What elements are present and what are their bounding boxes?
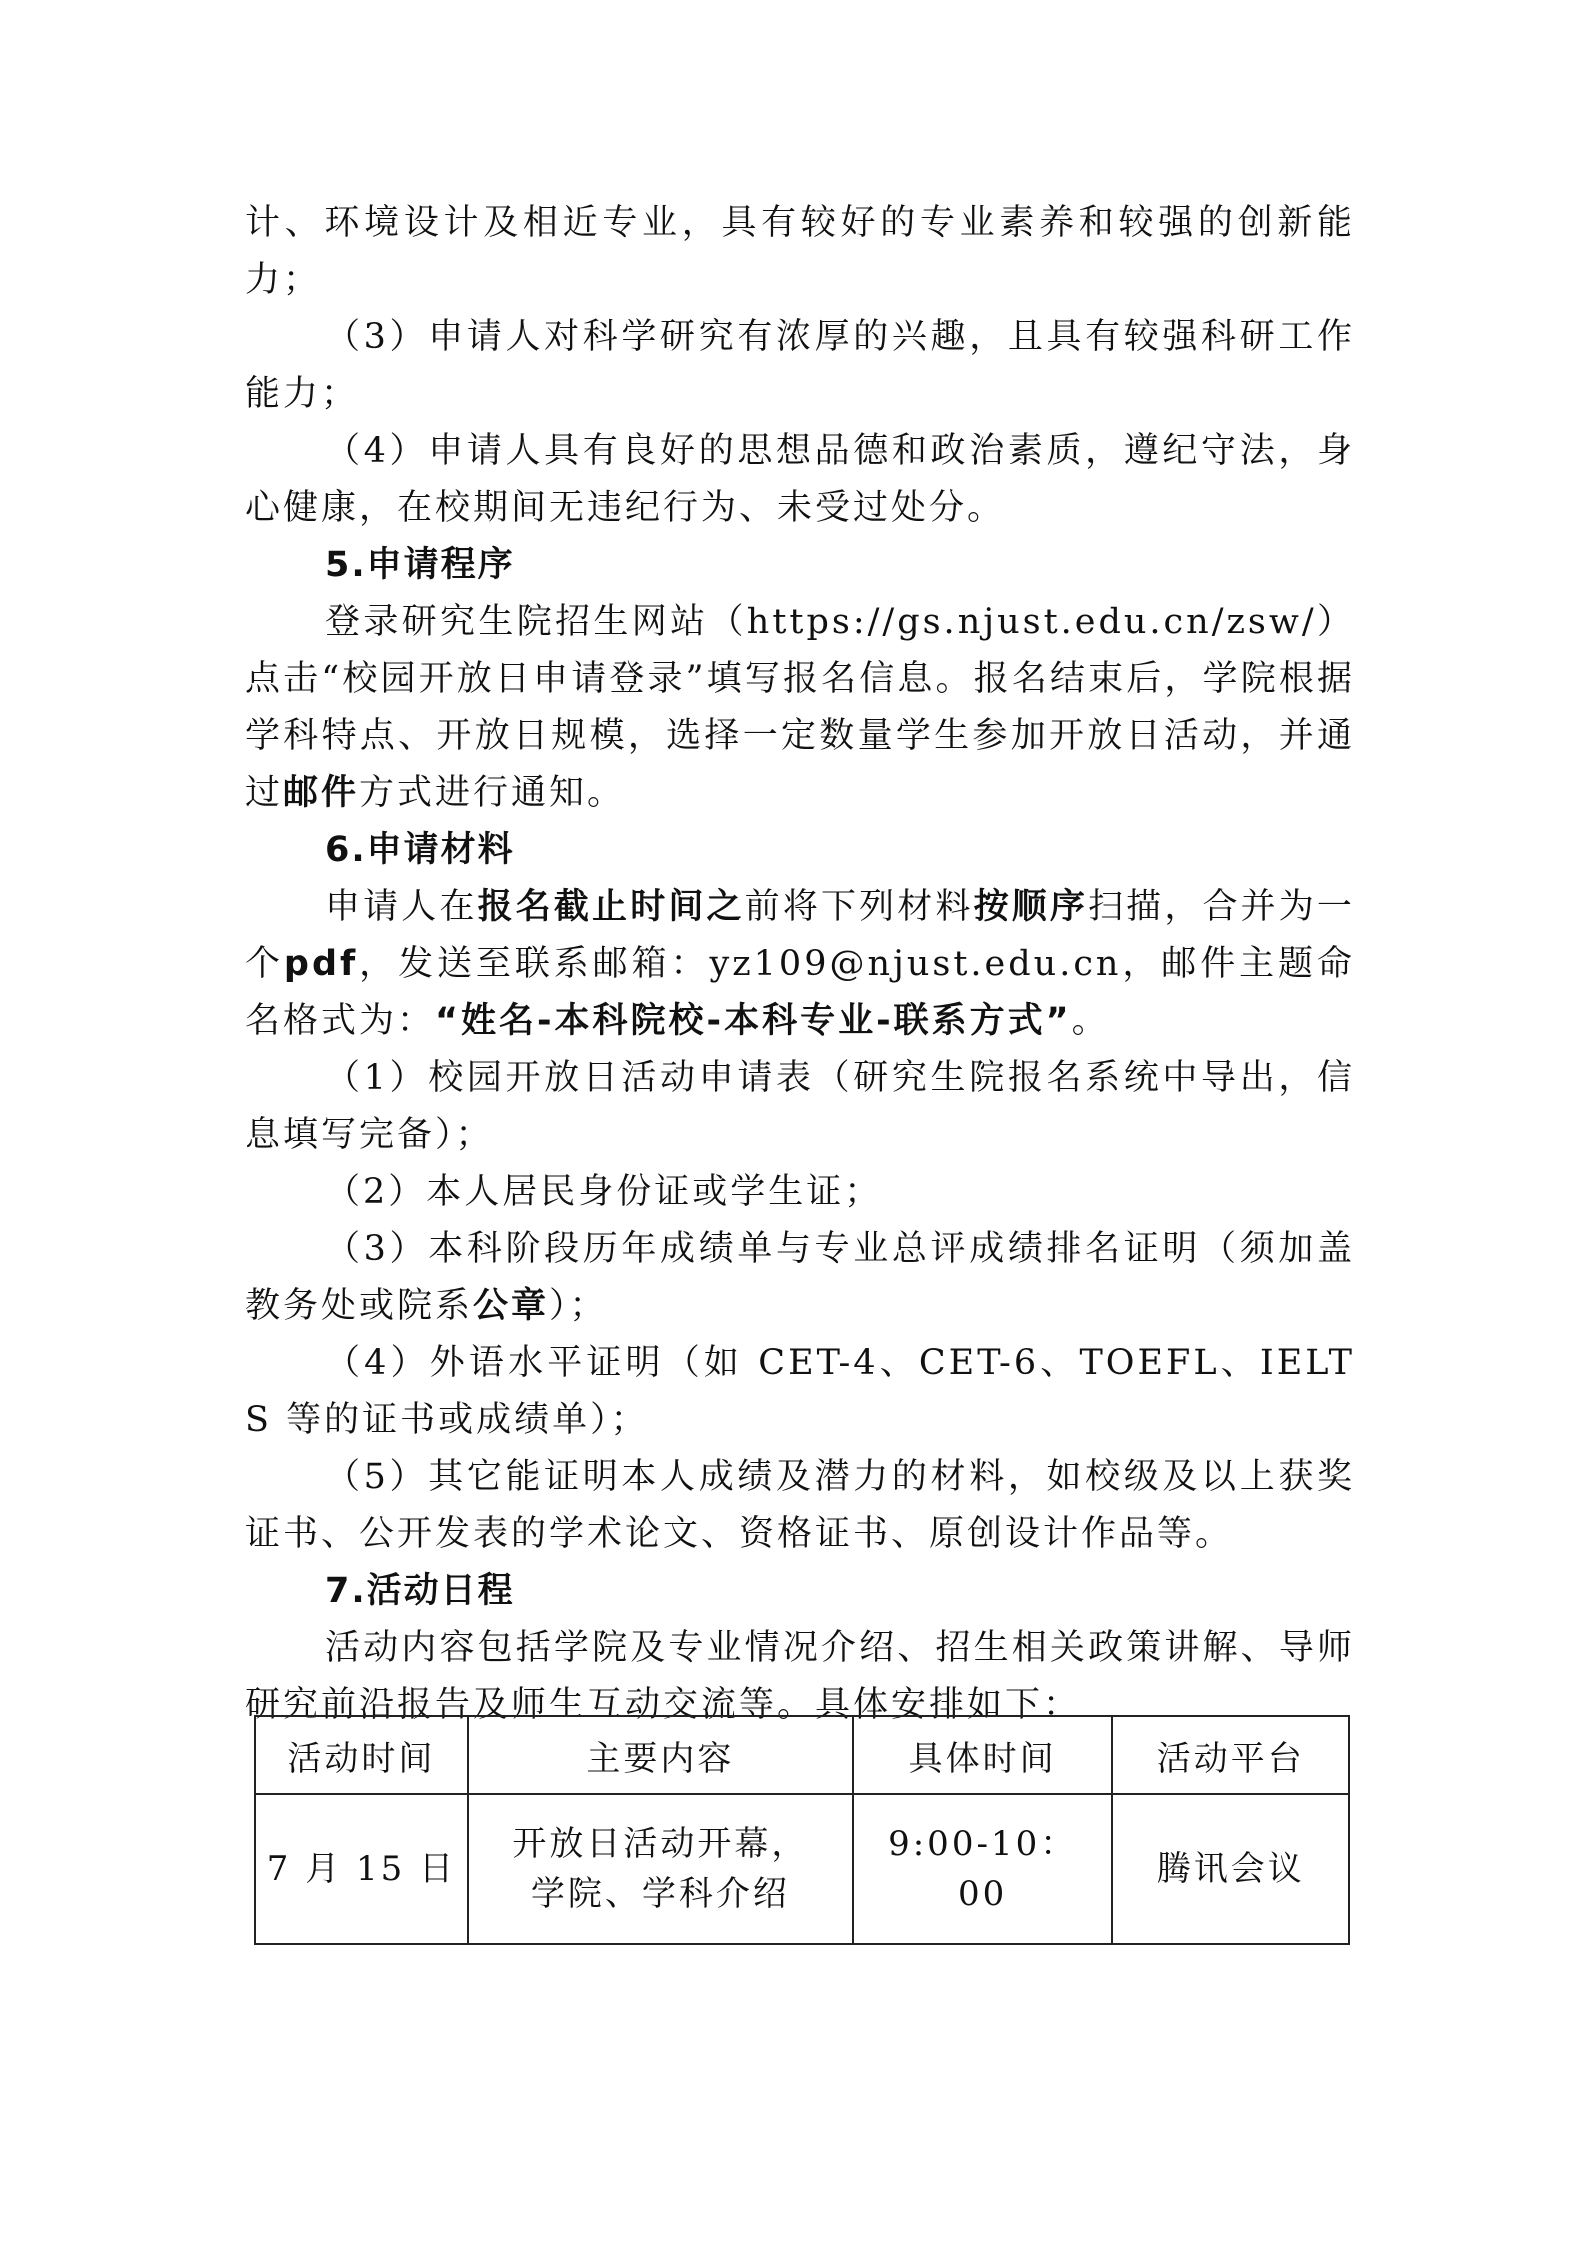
cell-platform: 腾讯会议 — [1112, 1794, 1349, 1944]
procedure-text-end: 方式进行通知。 — [359, 773, 626, 813]
header-main-content: 主要内容 — [468, 1716, 853, 1794]
materials-item-2: （2）本人居民身份证或学生证； — [325, 1172, 883, 1212]
paragraph-eligibility-4: （4）申请人具有良好的思想品德和政治素质，遵纪守法，身心健康，在校期间无违纪行为、未受过处分。 — [245, 431, 1355, 528]
procedure-email-emphasis: 邮件 — [283, 773, 360, 813]
cell-content-line: 开放日活动开幕， — [512, 1824, 809, 1864]
cell-date: 7 月 15 日 — [255, 1794, 468, 1944]
procedure-text: 登录研究生院招生网站（https://gs.njust.edu.cn/zsw/）点击“校园开放日申请登录”填写报名信息。报名结束后，学院根据学科特点、开放日规模，选择一定数量学生参加开放日活动，并通过 — [245, 602, 1355, 813]
pdf-emphasis: pdf — [283, 944, 359, 984]
cell-content — [468, 1794, 853, 1944]
materials-intro-text: 扫描，合并为一个 — [245, 887, 1355, 984]
deadline-emphasis: 报名截止时间之 — [477, 887, 745, 927]
section-heading-activity-schedule: 7.活动日程 — [325, 1571, 515, 1611]
section-heading-application-materials: 6.申请材料 — [325, 830, 515, 870]
order-emphasis: 按顺序 — [973, 887, 1089, 927]
section-heading-application-procedure: 5.申请程序 — [325, 545, 515, 585]
header-activity-platform: 活动平台 — [1112, 1716, 1349, 1794]
paragraph-activity-schedule: 活动内容包括学院及专业情况介绍、招生相关政策讲解、导师研究前沿报告及师生互动交流等。具体安排如下： — [245, 1628, 1355, 1725]
materials-item-3-text: （3）本科阶段历年成绩单与专业总评成绩排名证明（须加盖教务处或院系 — [245, 1229, 1355, 1326]
table-row — [255, 1794, 1349, 1944]
materials-intro-text: 申请人在 — [325, 887, 478, 927]
paragraph-materials-intro — [245, 879, 1355, 1050]
paragraph-eligibility-2-cont: 计、环境设计及相近专业，具有较好的专业素养和较强的创新能力； — [245, 203, 1355, 300]
cell-time: 9:00-10：00 — [853, 1794, 1113, 1944]
header-specific-time: 具体时间 — [853, 1716, 1113, 1794]
schedule-table — [254, 1715, 1350, 1945]
materials-item-3-end: ）； — [549, 1286, 608, 1326]
materials-item-5: （5）其它能证明本人成绩及潜力的材料，如校级及以上获奖证书、公开发表的学术论文、资格证书、原创设计作品等。 — [245, 1457, 1355, 1554]
paragraph-application-procedure — [245, 594, 1355, 822]
materials-item-4: （4）外语水平证明（如 CET-4、CET-6、TOEFL、IELTS 等的证书或成绩单）； — [245, 1343, 1355, 1440]
materials-item-3 — [245, 1221, 1355, 1335]
materials-intro-text: ，发送至联系邮箱：yz109@njust.edu.cn，邮件主题命名格式为： — [245, 944, 1355, 1041]
materials-intro-text: 。 — [1071, 1001, 1110, 1041]
header-activity-time: 活动时间 — [255, 1716, 468, 1794]
cell-content-line: 学院、学科介绍 — [530, 1874, 790, 1914]
paragraph-eligibility-3: （3）申请人对科学研究有浓厚的兴趣，且具有较强科研工作能力； — [245, 317, 1355, 414]
schedule-table-header-row — [255, 1716, 1349, 1794]
official-seal-emphasis: 公章 — [473, 1286, 550, 1326]
document-body — [245, 195, 1355, 1734]
subject-format-emphasis: “姓名-本科院校-本科专业-联系方式” — [435, 1001, 1072, 1041]
materials-item-1: （1）校园开放日活动申请表（研究生院报名系统中导出，信息填写完备）； — [245, 1058, 1355, 1155]
materials-intro-text: 前将下列材料 — [744, 887, 974, 927]
